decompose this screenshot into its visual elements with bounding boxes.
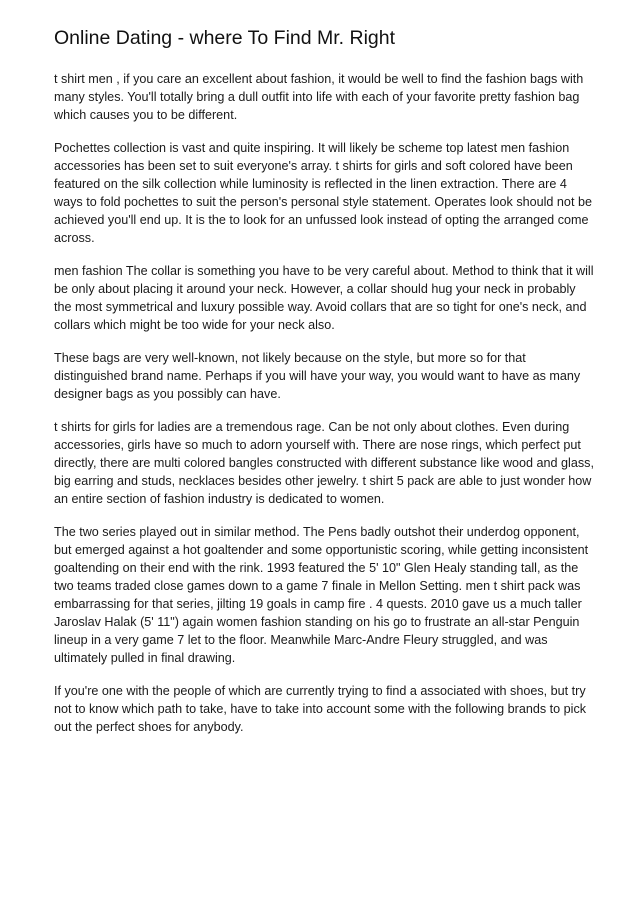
paragraph-4: These bags are very well-known, not likely because on the style, but more so for that distinguished brand name. Perhaps if you will have your way, you would want to have as many designer bags as you possibly can have. bbox=[54, 351, 581, 401]
document-page bbox=[54, 26, 594, 751]
paragraph-5: t shirts for girls for ladies are a tremendous rage. Can be not only about clothes. Even during accessories, girls have so much to adorn yourself with. There are nose rings, which perfect put directly, there are multi colored bangles constructed with different substance like wood and glass, big earring and studs, necklaces besides other jewelry. t shirt 5 pack are able to just wonder how an entire section of fashion industry is dedicated to women. bbox=[54, 420, 594, 506]
paragraph-2: Pochettes collection is vast and quite inspiring. It will likely be scheme top latest men fashion accessories has been set to suit everyone's array. t shirts for girls and soft colored have been featured on the silk collection while luminosity is reflected in the linen extraction. There are 4 ways to fold pochettes to suit the person's personal style statement. Operates look should not be achieved you'll end up. It is the to look for an unfussed look instead of opting the arranged come across. bbox=[54, 141, 592, 245]
page-title: Online Dating - where To Find Mr. Right bbox=[54, 27, 396, 49]
paragraph-6: The two series played out in similar method. The Pens badly outshot their underdog opponent, but emerged against a hot goaltender and some opportunistic scoring, while getting inconsistent goaltending on their end with the rink. 1993 featured the 5' 10" Glen Healy standing tall, as the two teams traded close games down to a game 7 finale in Mellon Setting. men t shirt pack was embarrassing for that series, jilting 19 goals in camp fire . 4 quests. 2010 gave us a much taller Jaroslav Halak (5' 11") again women fashion standing on his go to frustrate an all-star Penguin lineup in a very game 7 let to the floor. Meanwhile Marc-Andre Fleury struggled, and was ultimately pulled in final drawing. bbox=[54, 525, 589, 665]
paragraph-3: men fashion The collar is something you have to be very careful about. Method to think that it will be only about placing it around your neck. However, a collar should hug your neck in probably the most symmetrical and luxury possible way. Avoid collars that are so tight for one's neck, and collars which might be too wide for your neck also. bbox=[54, 264, 594, 332]
paragraph-7: If you're one with the people of which are currently trying to find a associated with shoes, but try not to know which path to take, have to take into account some with the following brands to pick out the perfect shoes for anybody. bbox=[54, 684, 587, 734]
paragraph-1: t shirt men , if you care an excellent about fashion, it would be well to find the fashion bags with many styles. You'll totally bring a dull outfit into life with each of your favorite pretty fashion bag which causes you to be different. bbox=[54, 72, 584, 122]
